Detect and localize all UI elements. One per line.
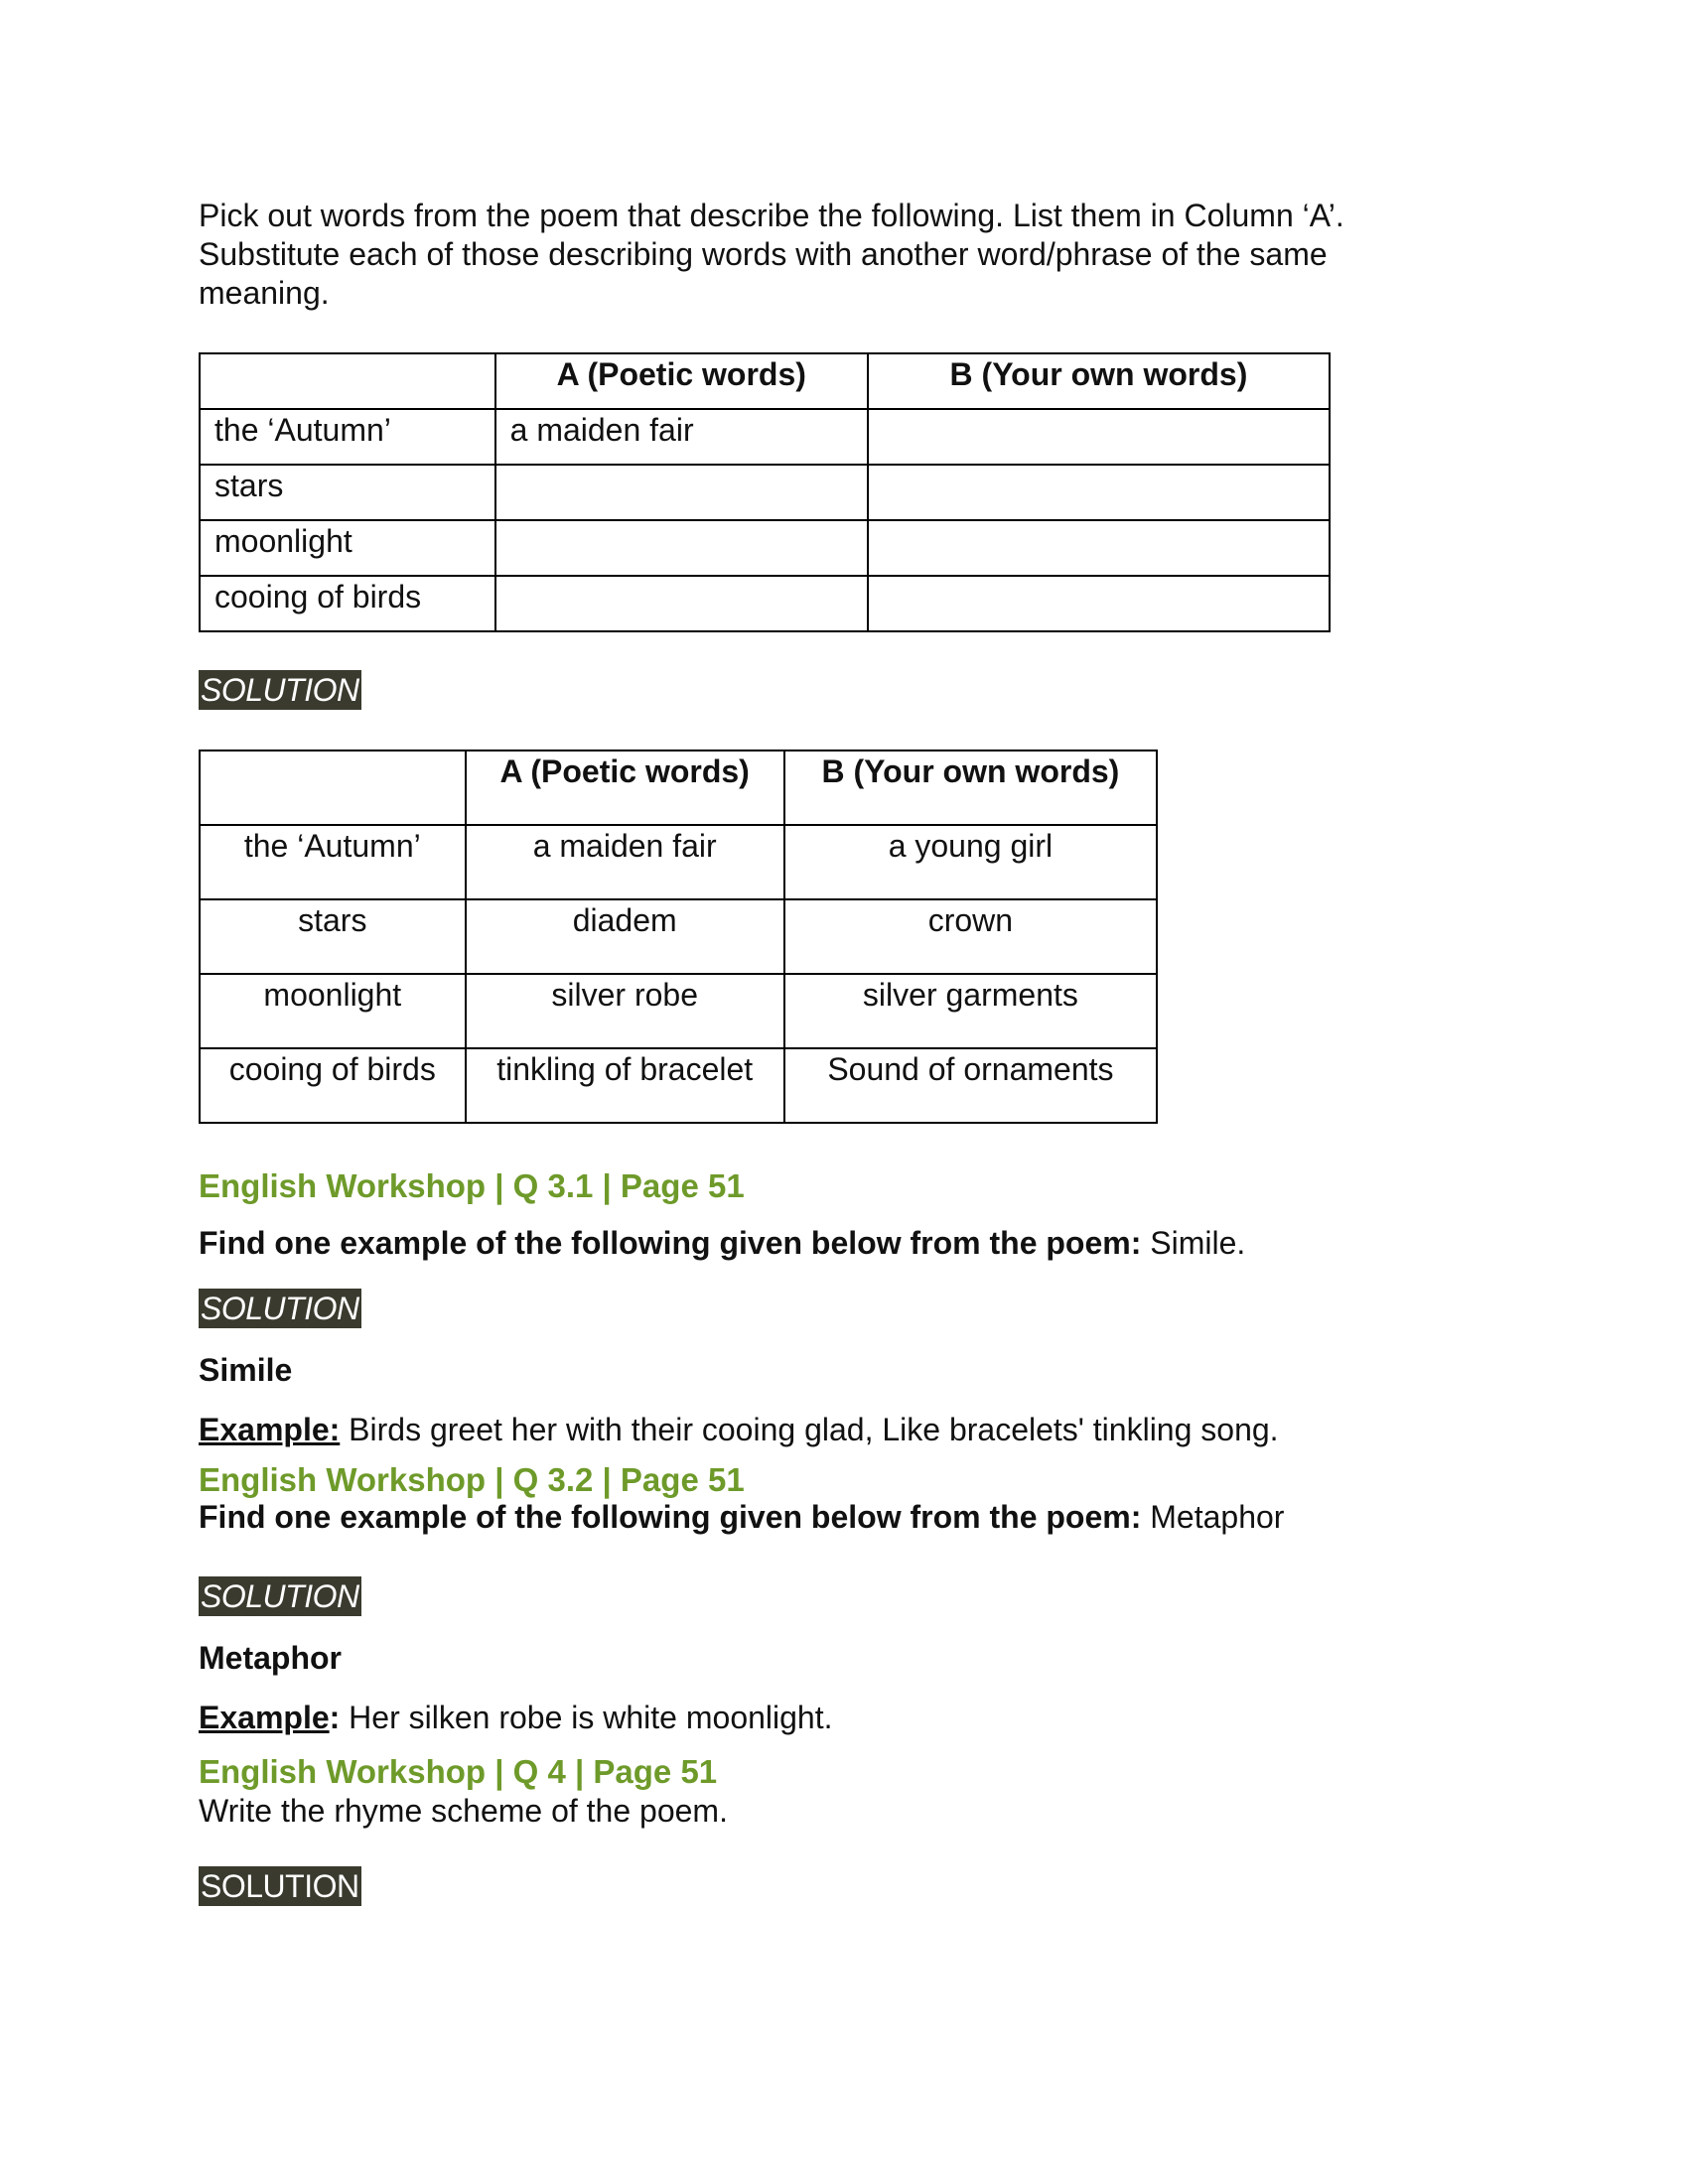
table-row bbox=[200, 899, 1157, 974]
table-row bbox=[200, 520, 1330, 576]
table-header-cell: A (Poetic words) bbox=[495, 353, 868, 409]
table-cell: silver robe bbox=[466, 974, 784, 1048]
table-cell bbox=[868, 520, 1330, 576]
section-heading-q31: English Workshop | Q 3.1 | Page 51 bbox=[199, 1167, 745, 1204]
example-text: Her silken robe is white moonlight. bbox=[340, 1700, 833, 1735]
table-header-row bbox=[200, 353, 1330, 409]
table-cell: stars bbox=[200, 465, 495, 520]
table-cell: moonlight bbox=[200, 520, 495, 576]
document-page bbox=[199, 197, 1489, 1906]
table-header-cell: B (Your own words) bbox=[868, 353, 1330, 409]
table-cell: the ‘Autumn’ bbox=[200, 409, 495, 465]
question-q32 bbox=[199, 1497, 1489, 1537]
table-cell: tinkling of bracelet bbox=[466, 1048, 784, 1123]
table-cell bbox=[495, 576, 868, 631]
table-cell: a maiden fair bbox=[466, 825, 784, 899]
table-cell bbox=[495, 465, 868, 520]
question-q31 bbox=[199, 1223, 1489, 1263]
table-cell bbox=[495, 520, 868, 576]
table-row bbox=[200, 576, 1330, 631]
answer-heading-simile: Simile bbox=[199, 1352, 293, 1388]
table-header-cell bbox=[200, 353, 495, 409]
question-tail: Simile. bbox=[1141, 1225, 1246, 1261]
solution-table bbox=[199, 750, 1158, 1124]
example-label: Example: bbox=[199, 1412, 341, 1447]
example-label: Example bbox=[199, 1700, 330, 1735]
table-cell: crown bbox=[784, 899, 1157, 974]
question-tail: Metaphor bbox=[1141, 1499, 1285, 1535]
table-row bbox=[200, 825, 1157, 899]
question-table bbox=[199, 352, 1331, 632]
table-cell: cooing of birds bbox=[200, 576, 495, 631]
example-simile bbox=[199, 1410, 1489, 1449]
table-header-cell: A (Poetic words) bbox=[466, 751, 784, 825]
table-cell: a young girl bbox=[784, 825, 1157, 899]
intro-instructions: Pick out words from the poem that describe the following. List them in Column ‘A’. Substitute each of those describing words with another word/phrase of the same meaning. bbox=[199, 198, 1344, 311]
solution-badge: SOLUTION bbox=[201, 672, 359, 708]
solution-badge: SOLUTION bbox=[201, 1578, 359, 1614]
section-heading-q32: English Workshop | Q 3.2 | Page 51 bbox=[199, 1461, 745, 1498]
table-cell: silver garments bbox=[784, 974, 1157, 1048]
question-lead: Find one example of the following given below from the poem: bbox=[199, 1225, 1142, 1261]
table-cell: diadem bbox=[466, 899, 784, 974]
question-q4: Write the rhyme scheme of the poem. bbox=[199, 1793, 728, 1829]
table-row bbox=[200, 465, 1330, 520]
table-cell: moonlight bbox=[200, 974, 466, 1048]
table-header-row bbox=[200, 751, 1157, 825]
table-header-cell bbox=[200, 751, 466, 825]
table-row bbox=[200, 409, 1330, 465]
table-cell: the ‘Autumn’ bbox=[200, 825, 466, 899]
table-cell: Sound of ornaments bbox=[784, 1048, 1157, 1123]
table-cell: a maiden fair bbox=[495, 409, 868, 465]
table-row bbox=[200, 974, 1157, 1048]
solution-badge: SOLUTION bbox=[201, 1291, 359, 1326]
table-cell: stars bbox=[200, 899, 466, 974]
table-row bbox=[200, 1048, 1157, 1123]
table-cell bbox=[868, 465, 1330, 520]
section-heading-q4: English Workshop | Q 4 | Page 51 bbox=[199, 1753, 718, 1790]
example-colon: : bbox=[329, 1700, 341, 1735]
example-text: Birds greet her with their cooing glad, Like bracelets' tinkling song. bbox=[340, 1412, 1279, 1447]
table-cell bbox=[868, 576, 1330, 631]
answer-heading-metaphor: Metaphor bbox=[199, 1640, 342, 1676]
table-cell: cooing of birds bbox=[200, 1048, 466, 1123]
solution-badge: SOLUTION bbox=[201, 1868, 359, 1904]
question-lead: Find one example of the following given below from the poem: bbox=[199, 1499, 1142, 1535]
table-header-cell: B (Your own words) bbox=[784, 751, 1157, 825]
table-cell bbox=[868, 409, 1330, 465]
example-metaphor bbox=[199, 1698, 1489, 1737]
